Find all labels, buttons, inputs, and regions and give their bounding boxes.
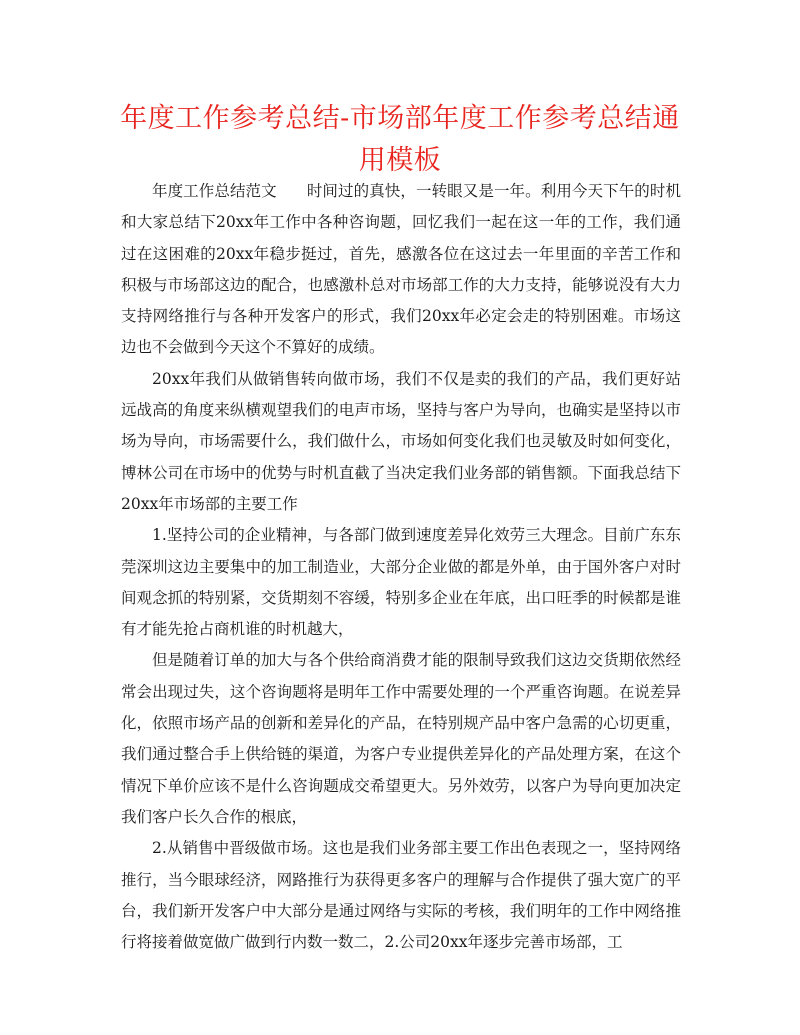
paragraph-1-text: 时间过的真快，一转眼又是一年。利用今天下午的时机和大家总结下20xx年工作中各种咨询题，回忆我们一起在这一年的工作，我们通过在这困难的20xx年稳步挺过，首先，感激各位在这过去一年里面的辛苦工作和积极与市场部这边的配合，也感激朴总对市场部工作的大力支持，能够说没有大力支持网络推行与各种开发客户的形式，我们20xx年必定会走的特别困难。市场这边也不会做到今天这个不算好的成绩。	[121, 182, 681, 357]
paragraph-5: 2.从销售中晋级做市场。这也是我们业务部主要工作出色表现之一，坚持网络推行，当今眼球经济，网路推行为获得更多客户的理解与合作提供了强大宽广的平台，我们新开发客户中大部分是通过网络与实际的考核，我们明年的工作中网络推行将接着做宽做广做到行内数一数二，2.公司20xx年逐步完善市场部，工	[121, 839, 681, 952]
paragraph-2: 20xx年我们从做销售转向做市场，我们不仅是卖的我们的产品，我们更好站远战高的角度来纵横观望我们的电声市场，坚持与客户为导向，也确实是坚持以市场为导向，市场需要什么，我们做什么，市场如何变化我们也灵敏及时如何变化，博林公司在市场中的优势与时机直截了当决定我们业务部的销售额。下面我总结下20xx年市场部的主要工作	[121, 369, 681, 513]
paragraph-4: 但是随着订单的加大与各个供给商消费才能的限制导致我们这边交货期依然经常会出现过失，这个咨询题将是明年工作中需要处理的一个严重咨询题。在说差异化，依照市场产品的创新和差异化的产品，在特别规产品中客户急需的心切更重，我们通过整合手上供给链的渠道，为客户专业提供差异化的产品处理方案，在这个情况下单价应该不是什么咨询题成交希望更大。另外效劳，以客户为导向更加决定我们客户长久合作的根底，	[121, 651, 681, 826]
document-title: 年度工作参考总结-市场部年度工作参考总结通用模板	[120, 103, 680, 176]
paragraph-1	[121, 176, 681, 364]
paragraph-3: 1.坚持公司的企业精神，与各部门做到速度差异化效劳三大理念。目前广东东莞深圳这边主要集中的加工制造业，大部分企业做的都是外单，由于国外客户对时间观念抓的特别紧，交货期刻不容缓，特别多企业在年底，出口旺季的时候都是谁有才能先抢占商机谁的时机越大，	[121, 526, 681, 639]
document-body	[121, 176, 681, 958]
paragraph-1-lead: 年度工作总结范文	[152, 182, 277, 200]
